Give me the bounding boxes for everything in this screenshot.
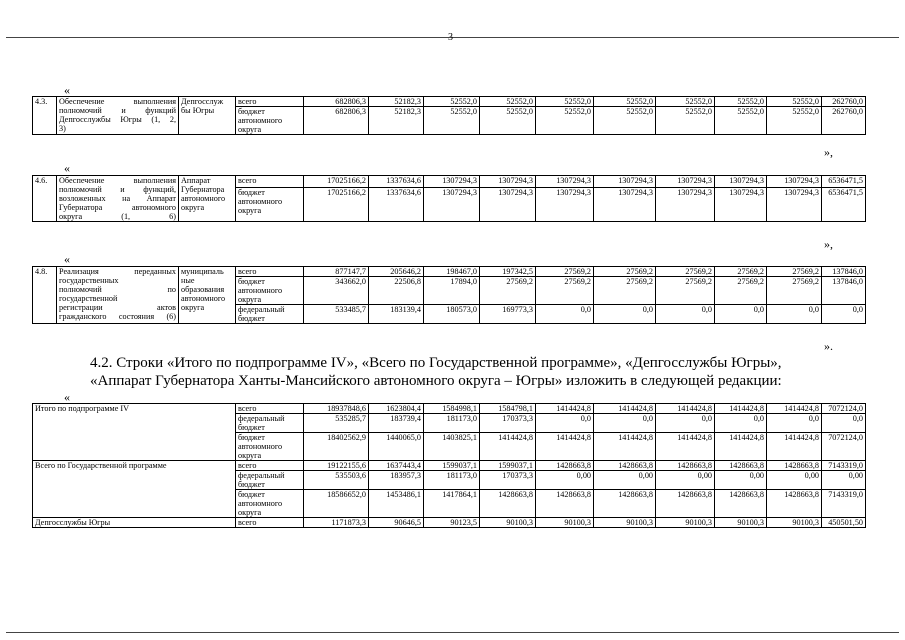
funding-source xyxy=(236,414,304,433)
value-cell: 535503,6 xyxy=(304,471,369,490)
row-number: 4.8. xyxy=(33,267,57,324)
value-cell: 535285,7 xyxy=(304,414,369,433)
value-cell: 183957,3 xyxy=(369,471,424,490)
source-line: округа xyxy=(238,451,262,460)
close-quote-3: ». xyxy=(824,339,833,353)
value-cell: 7072124,0 xyxy=(822,433,866,461)
executor-line: ные xyxy=(181,276,195,285)
value-cell: 1599037,1 xyxy=(480,461,536,471)
description-line: Обеспечение выполнения xyxy=(59,176,176,185)
value-cell: 0,0 xyxy=(767,414,822,433)
value-cell: 1584798,1 xyxy=(480,404,536,414)
value-cell: 0,0 xyxy=(594,305,656,324)
value-cell: 1428663,8 xyxy=(594,461,656,471)
source-line: округа xyxy=(238,206,262,216)
value-cell: 1428663,8 xyxy=(656,490,715,518)
executor-line: муниципаль xyxy=(181,267,224,276)
source-line: федеральный xyxy=(238,305,285,314)
value-cell: 0,0 xyxy=(656,414,715,433)
funding-source xyxy=(236,277,304,305)
value-cell: 6536471,5 xyxy=(822,188,866,222)
value-cell: 52552,0 xyxy=(424,97,480,107)
executor-line: образования xyxy=(181,285,225,294)
description-line: Депгосслужбы Югры (1, 2, xyxy=(59,115,176,124)
value-cell: 450501,50 xyxy=(822,518,866,528)
value-cell: 7072124,0 xyxy=(822,404,866,414)
value-cell: 1428663,8 xyxy=(767,461,822,471)
source-line: автономного xyxy=(238,442,283,451)
value-cell: 27569,2 xyxy=(767,267,822,277)
funding-source xyxy=(236,305,304,324)
value-cell: 90100,3 xyxy=(594,518,656,528)
value-cell: 1414424,8 xyxy=(715,404,767,414)
value-cell: 682806,3 xyxy=(304,107,369,135)
value-cell: 183739,4 xyxy=(369,414,424,433)
source-line: округа xyxy=(238,295,262,304)
value-cell: 27569,2 xyxy=(656,277,715,305)
value-cell: 262760,0 xyxy=(822,97,866,107)
close-quote-1: », xyxy=(824,145,833,159)
value-cell: 7143319,0 xyxy=(822,490,866,518)
table-row-4-6 xyxy=(32,175,866,222)
source-line: бюджет xyxy=(238,314,265,323)
value-cell: 1337634,6 xyxy=(369,188,424,222)
value-cell: 1307294,3 xyxy=(767,176,822,188)
value-cell: 1414424,8 xyxy=(480,433,536,461)
close-quote-2: », xyxy=(824,237,833,251)
description-line: полномочий и функций, xyxy=(59,185,176,194)
value-cell: 0,00 xyxy=(536,471,594,490)
row-description xyxy=(57,97,179,135)
source-line: автономного xyxy=(238,197,283,207)
value-cell: 52552,0 xyxy=(424,107,480,135)
value-cell: 1307294,3 xyxy=(767,188,822,222)
value-cell: 22506,8 xyxy=(369,277,424,305)
value-cell: 1428663,8 xyxy=(715,490,767,518)
funding-source xyxy=(236,471,304,490)
value-cell: 52552,0 xyxy=(767,97,822,107)
value-cell: 1307294,3 xyxy=(715,188,767,222)
value-cell: 1307294,3 xyxy=(536,176,594,188)
funding-source xyxy=(236,404,304,414)
executor-line: Аппарат xyxy=(181,176,211,185)
value-cell: 52552,0 xyxy=(767,107,822,135)
value-cell: 1417864,1 xyxy=(424,490,480,518)
description-line: полномочий и функций xyxy=(59,106,176,115)
value-cell: 170373,3 xyxy=(480,471,536,490)
value-cell: 52552,0 xyxy=(536,107,594,135)
paragraph-line-1: 4.2. Строки «Итого по подпрограмме IV», «Всего по Государственной программе», «Депгосслужбы Югры», xyxy=(90,355,782,371)
row-executor xyxy=(179,176,236,222)
source-line: федеральный xyxy=(238,471,285,480)
table-row xyxy=(33,97,866,107)
value-cell: 1428663,8 xyxy=(536,490,594,518)
value-cell: 0,00 xyxy=(767,471,822,490)
value-cell: 52552,0 xyxy=(480,107,536,135)
value-cell: 0,0 xyxy=(767,305,822,324)
value-cell: 27569,2 xyxy=(536,267,594,277)
value-cell: 1428663,8 xyxy=(715,461,767,471)
value-cell: 1414424,8 xyxy=(656,404,715,414)
source-line: бюджет xyxy=(238,480,265,489)
source-line: бюджет xyxy=(238,423,265,432)
page-number: 3 xyxy=(448,32,453,43)
source-line: всего xyxy=(238,518,257,527)
value-cell: 27569,2 xyxy=(715,267,767,277)
value-cell: 1440065,0 xyxy=(369,433,424,461)
value-cell: 17894,0 xyxy=(424,277,480,305)
value-cell: 52552,0 xyxy=(715,97,767,107)
value-cell: 1584998,1 xyxy=(424,404,480,414)
value-cell: 52552,0 xyxy=(715,107,767,135)
description-line: гражданского состояния (6) xyxy=(59,312,176,321)
value-cell: 0,0 xyxy=(715,414,767,433)
value-cell: 0,00 xyxy=(656,471,715,490)
value-cell: 19122155,6 xyxy=(304,461,369,471)
value-cell: 0,00 xyxy=(822,471,866,490)
value-cell: 90100,3 xyxy=(767,518,822,528)
value-cell: 1414424,8 xyxy=(715,433,767,461)
executor-line: автономного xyxy=(181,294,226,303)
open-quote-2: « xyxy=(64,161,70,175)
source-line: автономного xyxy=(238,286,283,295)
value-cell: 90100,3 xyxy=(536,518,594,528)
value-cell: 169773,3 xyxy=(480,305,536,324)
value-cell: 27569,2 xyxy=(536,277,594,305)
value-cell: 1171873,3 xyxy=(304,518,369,528)
description-line: возложенных на Аппарат xyxy=(59,194,176,203)
value-cell: 1623804,4 xyxy=(369,404,424,414)
source-line: округа xyxy=(238,508,262,517)
value-cell: 1307294,3 xyxy=(594,188,656,222)
value-cell: 27569,2 xyxy=(715,277,767,305)
value-cell: 181173,0 xyxy=(424,414,480,433)
value-cell: 262760,0 xyxy=(822,107,866,135)
source-line: бюджет xyxy=(238,277,265,286)
executor-line: округа xyxy=(181,303,205,312)
value-cell: 343662,0 xyxy=(304,277,369,305)
value-cell: 1414424,8 xyxy=(594,433,656,461)
value-cell: 1414424,8 xyxy=(767,404,822,414)
executor-line: Депгосслуж xyxy=(181,97,224,106)
value-cell: 1414424,8 xyxy=(536,404,594,414)
funding-source xyxy=(236,267,304,277)
source-line: автономного xyxy=(238,116,283,125)
value-cell: 1307294,3 xyxy=(594,176,656,188)
value-cell: 0,00 xyxy=(715,471,767,490)
table-row xyxy=(33,518,866,528)
source-line: всего xyxy=(238,267,257,276)
table-row-4-3 xyxy=(32,96,866,135)
value-cell: 1428663,8 xyxy=(767,490,822,518)
value-cell: 1307294,3 xyxy=(656,188,715,222)
open-quote-3: « xyxy=(64,252,70,266)
value-cell: 1337634,6 xyxy=(369,176,424,188)
value-cell: 180573,0 xyxy=(424,305,480,324)
funding-source xyxy=(236,97,304,107)
value-cell: 1637443,4 xyxy=(369,461,424,471)
summary-label: Всего по Государственной программе xyxy=(33,461,236,518)
value-cell: 1307294,3 xyxy=(715,176,767,188)
source-line: всего xyxy=(238,404,257,413)
description-line: Реализация переданных xyxy=(59,267,176,276)
source-line: автономного xyxy=(238,499,283,508)
paragraph-line-2: «Аппарат Губернатора Ханты-Мансийского автономного округа – Югры» изложить в следующей редакции: xyxy=(90,373,782,389)
source-line: бюджет xyxy=(238,490,265,499)
value-cell: 0,0 xyxy=(536,305,594,324)
table-row xyxy=(33,404,866,414)
table-row xyxy=(33,461,866,471)
value-cell: 1414424,8 xyxy=(656,433,715,461)
value-cell: 90100,3 xyxy=(480,518,536,528)
value-cell: 90100,3 xyxy=(656,518,715,528)
value-cell: 137846,0 xyxy=(822,267,866,277)
description-line: Обеспечение выполнения xyxy=(59,97,176,106)
value-cell: 27569,2 xyxy=(594,277,656,305)
value-cell: 52552,0 xyxy=(656,107,715,135)
value-cell: 1403825,1 xyxy=(424,433,480,461)
source-line: всего xyxy=(238,461,257,470)
value-cell: 52552,0 xyxy=(536,97,594,107)
value-cell: 137846,0 xyxy=(822,277,866,305)
value-cell: 27569,2 xyxy=(767,277,822,305)
description-line: государственной xyxy=(59,294,118,303)
table-row xyxy=(33,176,866,188)
row-executor xyxy=(179,97,236,135)
value-cell: 18586652,0 xyxy=(304,490,369,518)
value-cell: 17025166,2 xyxy=(304,188,369,222)
value-cell: 1307294,3 xyxy=(480,176,536,188)
value-cell: 27569,2 xyxy=(656,267,715,277)
value-cell: 1307294,3 xyxy=(536,188,594,222)
value-cell: 1599037,1 xyxy=(424,461,480,471)
value-cell: 52552,0 xyxy=(594,97,656,107)
source-line: бюджет xyxy=(238,188,265,198)
value-cell: 0,0 xyxy=(536,414,594,433)
value-cell: 1428663,8 xyxy=(656,461,715,471)
value-cell: 205646,2 xyxy=(369,267,424,277)
description-line: округа (1, 6) xyxy=(59,212,176,221)
row-description xyxy=(57,267,179,324)
row-number: 4.6. xyxy=(33,176,57,222)
funding-source xyxy=(236,433,304,461)
funding-source xyxy=(236,461,304,471)
description-line: государственных xyxy=(59,276,119,285)
value-cell: 6536471,5 xyxy=(822,176,866,188)
row-description xyxy=(57,176,179,222)
executor-line: округа xyxy=(181,203,205,212)
value-cell: 17025166,2 xyxy=(304,176,369,188)
source-line: бюджет xyxy=(238,433,265,442)
funding-source xyxy=(236,188,304,222)
open-quote-4: « xyxy=(64,390,70,404)
value-cell: 90646,5 xyxy=(369,518,424,528)
value-cell: 52552,0 xyxy=(656,97,715,107)
description-line: полномочий по xyxy=(59,285,176,294)
value-cell: 1428663,8 xyxy=(480,490,536,518)
table-row-4-8 xyxy=(32,266,866,324)
value-cell: 1307294,3 xyxy=(424,176,480,188)
value-cell: 198467,0 xyxy=(424,267,480,277)
executor-line: Губернатора xyxy=(181,185,225,194)
value-cell: 90100,3 xyxy=(715,518,767,528)
value-cell: 52552,0 xyxy=(480,97,536,107)
value-cell: 1414424,8 xyxy=(594,404,656,414)
summary-label: Депгосслужбы Югры xyxy=(33,518,236,528)
value-cell: 0,0 xyxy=(822,414,866,433)
value-cell: 0,00 xyxy=(594,471,656,490)
value-cell: 170373,3 xyxy=(480,414,536,433)
description-line: регистрации актов xyxy=(59,303,176,312)
source-line: округа xyxy=(238,125,262,134)
source-line: федеральный xyxy=(238,414,285,423)
funding-source xyxy=(236,107,304,135)
description-line: Губернатора автономного xyxy=(59,203,176,212)
value-cell: 52182,3 xyxy=(369,107,424,135)
source-line: всего xyxy=(238,176,257,185)
value-cell: 533485,7 xyxy=(304,305,369,324)
value-cell: 18937848,6 xyxy=(304,404,369,414)
value-cell: 18402562,9 xyxy=(304,433,369,461)
value-cell: 1307294,3 xyxy=(480,188,536,222)
source-line: всего xyxy=(238,97,257,106)
funding-source xyxy=(236,176,304,188)
value-cell: 0,0 xyxy=(656,305,715,324)
description-line: 3) xyxy=(59,124,66,133)
value-cell: 90123,5 xyxy=(424,518,480,528)
value-cell: 7143319,0 xyxy=(822,461,866,471)
bottom-rule xyxy=(6,632,899,633)
value-cell: 52552,0 xyxy=(594,107,656,135)
value-cell: 0,0 xyxy=(715,305,767,324)
value-cell: 1428663,8 xyxy=(594,490,656,518)
funding-source xyxy=(236,490,304,518)
value-cell: 0,0 xyxy=(822,305,866,324)
value-cell: 1307294,3 xyxy=(424,188,480,222)
value-cell: 682806,3 xyxy=(304,97,369,107)
table-row xyxy=(33,267,866,277)
value-cell: 1453486,1 xyxy=(369,490,424,518)
value-cell: 1414424,8 xyxy=(536,433,594,461)
value-cell: 197342,5 xyxy=(480,267,536,277)
open-quote-1: « xyxy=(64,83,70,97)
value-cell: 877147,7 xyxy=(304,267,369,277)
executor-line: бы Югры xyxy=(181,106,215,115)
value-cell: 1428663,8 xyxy=(536,461,594,471)
value-cell: 1307294,3 xyxy=(656,176,715,188)
amendment-paragraph xyxy=(90,354,782,390)
summary-label: Итого по подпрограмме IV xyxy=(33,404,236,461)
value-cell: 1414424,8 xyxy=(767,433,822,461)
row-executor xyxy=(179,267,236,324)
funding-source xyxy=(236,518,304,528)
row-number: 4.3. xyxy=(33,97,57,135)
executor-line: автономного xyxy=(181,194,226,203)
value-cell: 181173,0 xyxy=(424,471,480,490)
summary-table xyxy=(32,403,866,528)
value-cell: 27569,2 xyxy=(480,277,536,305)
value-cell: 52182,3 xyxy=(369,97,424,107)
value-cell: 0,0 xyxy=(594,414,656,433)
value-cell: 183139,4 xyxy=(369,305,424,324)
value-cell: 27569,2 xyxy=(594,267,656,277)
source-line: бюджет xyxy=(238,107,265,116)
